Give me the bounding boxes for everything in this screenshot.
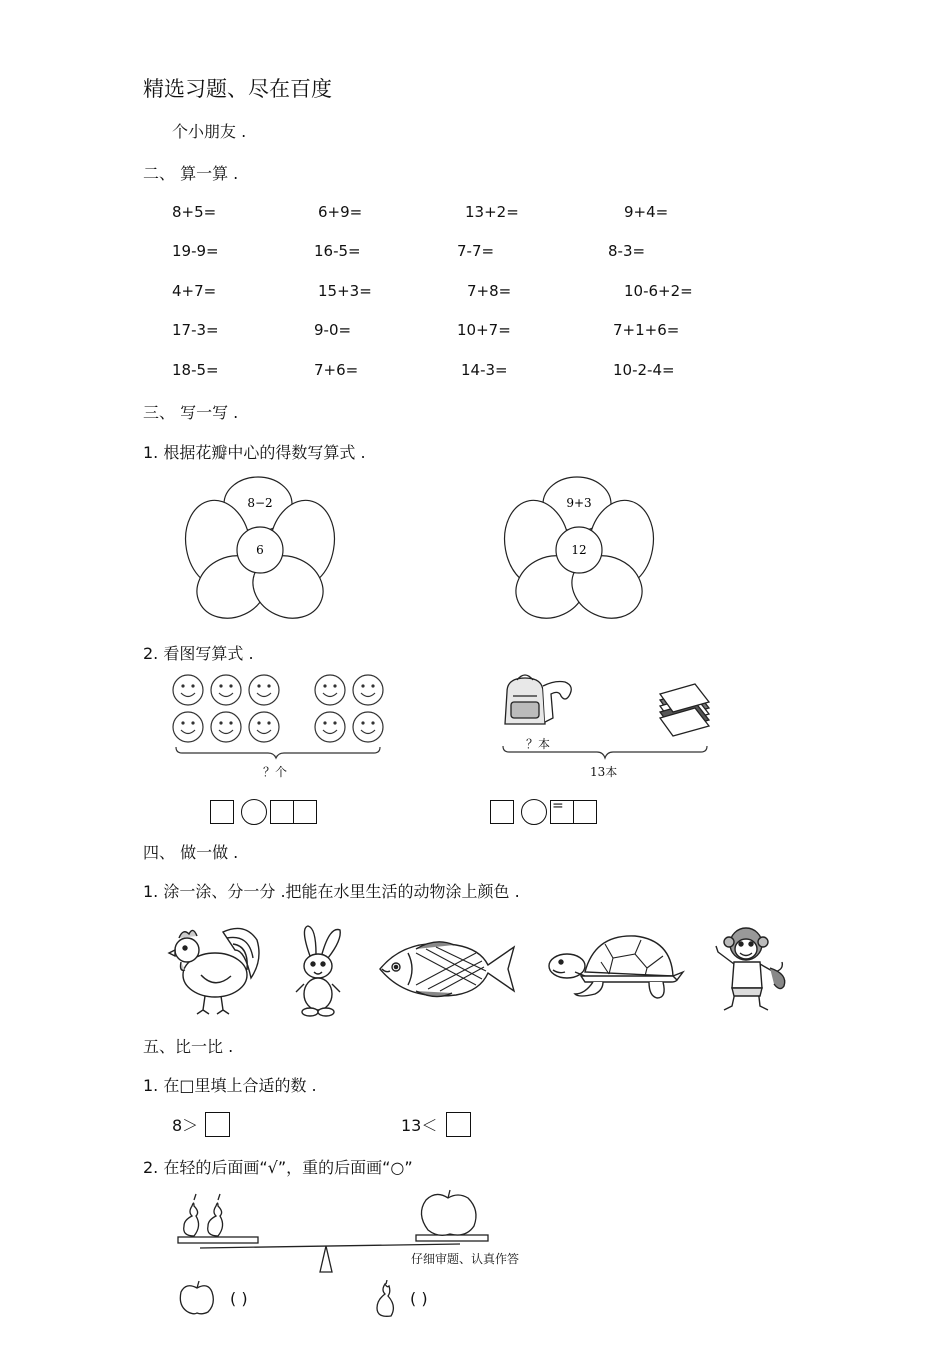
flower-icon bbox=[499, 472, 664, 622]
smiley-icon bbox=[211, 712, 241, 742]
footer-note: 仔细审题、认真作答 bbox=[411, 1252, 520, 1266]
problem: 6+9= bbox=[318, 203, 363, 221]
flower-icon bbox=[180, 472, 345, 622]
pear-icon bbox=[371, 1280, 401, 1320]
problem: 10+7= bbox=[457, 321, 511, 339]
problem: 9+4= bbox=[624, 203, 669, 221]
smiley-icon bbox=[353, 712, 383, 742]
question-3-1: 1. 根据花瓣中心的得数写算式 . bbox=[143, 443, 366, 462]
answer-box[interactable] bbox=[446, 1112, 471, 1137]
smiley-icon bbox=[315, 675, 345, 705]
smiley-icon bbox=[315, 712, 345, 742]
rabbit-icon[interactable] bbox=[290, 922, 350, 1020]
center-label: 6 bbox=[256, 543, 264, 557]
page-header-title: 精选习题、尽在百度 bbox=[143, 77, 332, 101]
problem: 7+8= bbox=[467, 282, 512, 300]
problem: 10-6+2= bbox=[624, 282, 693, 300]
answer-box[interactable] bbox=[205, 1112, 230, 1137]
smiley-icon bbox=[173, 675, 203, 705]
operator-circle[interactable] bbox=[241, 799, 267, 825]
books-icon bbox=[660, 684, 709, 736]
comparison-2-label: 13＜ bbox=[401, 1116, 438, 1135]
smiley-icon bbox=[353, 675, 383, 705]
faces-caption: ？个 bbox=[263, 765, 288, 779]
answer-paren[interactable]: ( ) bbox=[230, 1289, 248, 1308]
smiley-icon bbox=[211, 675, 241, 705]
backpack-icon bbox=[505, 675, 571, 724]
problem: 7-7= bbox=[457, 242, 495, 260]
problem: 7+1+6= bbox=[613, 321, 680, 339]
section3-title: 三、 写一写 . bbox=[143, 403, 239, 422]
problem: 19-9= bbox=[172, 242, 219, 260]
answer-box[interactable] bbox=[573, 800, 597, 824]
problem: 15+3= bbox=[318, 282, 372, 300]
problem: 16-5= bbox=[314, 242, 361, 260]
problem: 17-3= bbox=[172, 321, 219, 339]
answer-box[interactable] bbox=[210, 800, 234, 824]
operator-circle[interactable] bbox=[521, 799, 547, 825]
problem: 7+6= bbox=[314, 361, 359, 379]
question-5-2: 2. 在轻的后面画“√”，重的后面画“○” bbox=[143, 1158, 413, 1177]
problem: 18-5= bbox=[172, 361, 219, 379]
problem: 10-2-4= bbox=[613, 361, 675, 379]
answer-box[interactable] bbox=[270, 800, 294, 824]
answer-box[interactable] bbox=[293, 800, 317, 824]
apple-icon bbox=[178, 1280, 216, 1316]
problem: 13+2= bbox=[465, 203, 519, 221]
equals-sign: = bbox=[552, 798, 564, 814]
books-left-caption: ？本 bbox=[526, 737, 551, 751]
petal-label: 9+3 bbox=[566, 496, 592, 510]
turtle-icon[interactable] bbox=[545, 932, 685, 1007]
center-label: 12 bbox=[571, 543, 587, 557]
smiley-icon bbox=[173, 712, 203, 742]
section4-title: 四、 做一做 . bbox=[143, 843, 239, 862]
question-4-1: 1. 涂一涂、分一分 .把能在水里生活的动物涂上颜色 . bbox=[143, 882, 520, 901]
comparison-1-label: 8＞ bbox=[172, 1116, 199, 1135]
section5-title: 五、比一比 . bbox=[143, 1037, 234, 1056]
intro-line: 个小朋友 . bbox=[172, 122, 247, 141]
problem: 9-0= bbox=[314, 321, 352, 339]
section2-title: 二、 算一算 . bbox=[143, 164, 239, 183]
problem: 4+7= bbox=[172, 282, 217, 300]
petal-label: 8−2 bbox=[247, 496, 273, 510]
smiley-icon bbox=[249, 712, 279, 742]
answer-box[interactable] bbox=[490, 800, 514, 824]
monkey-icon[interactable] bbox=[712, 922, 790, 1017]
question-5-1: 1. 在□里填上合适的数 . bbox=[143, 1076, 317, 1095]
rooster-icon[interactable] bbox=[165, 920, 265, 1020]
problem: 8-3= bbox=[608, 242, 646, 260]
fish-icon[interactable] bbox=[376, 935, 518, 1003]
problem: 14-3= bbox=[461, 361, 508, 379]
answer-paren[interactable]: ( ) bbox=[410, 1289, 428, 1308]
problem: 8+5= bbox=[172, 203, 217, 221]
books-total-caption: 13本 bbox=[590, 765, 618, 779]
question-3-2: 2. 看图写算式 . bbox=[143, 644, 254, 663]
brace-icon bbox=[176, 747, 380, 758]
smiley-icon bbox=[249, 675, 279, 705]
